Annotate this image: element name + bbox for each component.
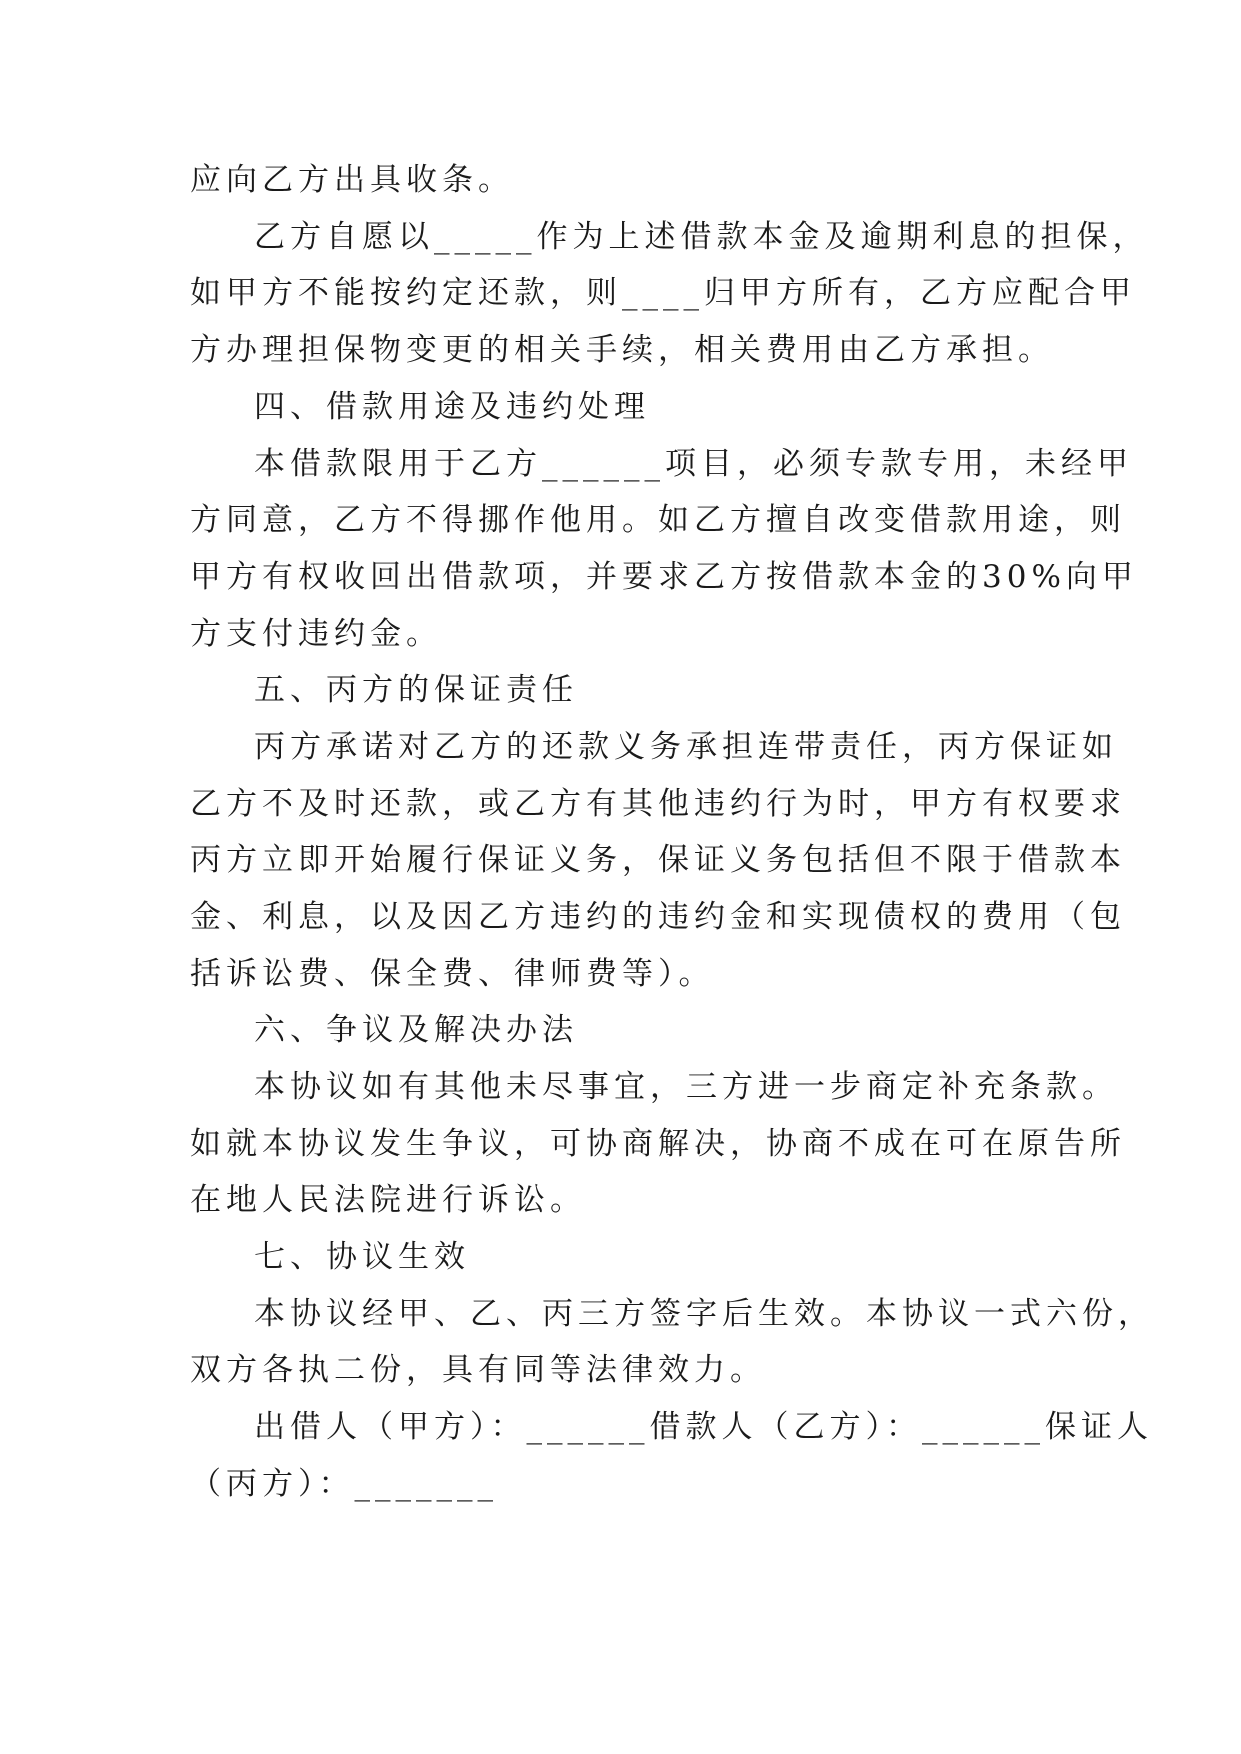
text-line: 甲方有权收回出借款项，并要求乙方按借款本金的30%向甲 bbox=[190, 559, 1138, 595]
signature-line: （丙方）：_______ bbox=[190, 1466, 498, 1502]
section-heading: 五、丙方的保证责任 bbox=[254, 672, 578, 708]
text-line: 括诉讼费、保全费、律师费等）。 bbox=[190, 956, 715, 992]
text-line: 乙方自愿以_____作为上述借款本金及逾期利息的担保， bbox=[254, 219, 1149, 255]
text-line: 应向乙方出具收条。 bbox=[190, 162, 514, 198]
text-line: 本协议如有其他未尽事宜，三方进一步商定补充条款。 bbox=[254, 1069, 1118, 1105]
signature-line: 出借人（甲方）：______借款人（乙方）：______保证人 bbox=[254, 1409, 1153, 1445]
text-line: 在地人民法院进行诉讼。 bbox=[190, 1182, 586, 1218]
text-line: 方支付违约金。 bbox=[190, 616, 442, 652]
text-line: 本借款限用于乙方______项目，必须专款专用，未经甲 bbox=[254, 446, 1133, 482]
section-heading: 七、协议生效 bbox=[254, 1239, 470, 1275]
text-line: 金、利息，以及因乙方违约的违约金和实现债权的费用（包 bbox=[190, 899, 1126, 935]
text-line: 丙方立即开始履行保证义务，保证义务包括但不限于借款本 bbox=[190, 842, 1126, 878]
text-line: 方同意，乙方不得挪作他用。如乙方擅自改变借款用途，则 bbox=[190, 502, 1126, 538]
text-line: 如甲方不能按约定还款，则____归甲方所有，乙方应配合甲 bbox=[190, 275, 1136, 311]
text-line: 乙方不及时还款，或乙方有其他违约行为时，甲方有权要求 bbox=[190, 786, 1126, 822]
section-heading: 六、争议及解决办法 bbox=[254, 1012, 578, 1048]
text-line: 双方各执二份，具有同等法律效力。 bbox=[190, 1352, 766, 1388]
text-line: 方办理担保物变更的相关手续，相关费用由乙方承担。 bbox=[190, 332, 1054, 368]
text-line: 丙方承诺对乙方的还款义务承担连带责任，丙方保证如 bbox=[254, 729, 1118, 765]
text-line: 如就本协议发生争议，可协商解决，协商不成在可在原告所 bbox=[190, 1126, 1126, 1162]
section-heading: 四、借款用途及违约处理 bbox=[254, 389, 650, 425]
text-line: 本协议经甲、乙、丙三方签字后生效。本协议一式六份， bbox=[254, 1296, 1154, 1332]
